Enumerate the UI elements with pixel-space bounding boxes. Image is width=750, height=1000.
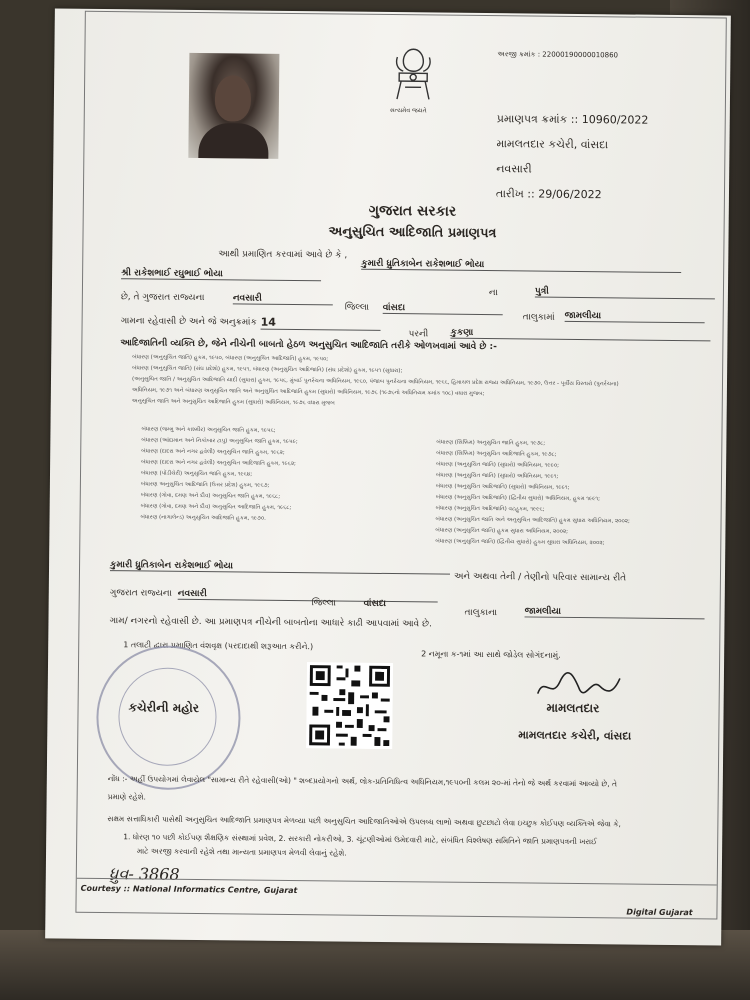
order-line: બંધારણ (અનુસુચિત આદિજાતિ) (સુધારો) અધિનિયમ, ૧૯૯૧; xyxy=(435,483,570,491)
cert-title: અનુસુચિત આદિજાતિ પ્રમાણપત્ર xyxy=(328,224,497,242)
applicant-photo xyxy=(188,53,279,159)
basis-1: 1 તલાટી દ્વારા પ્રમાણિત વંશવૃક્ષ (પરદાદાથી શરૂઆત કરીને.) xyxy=(123,640,314,652)
state-line-2: ગુજરાત રાજ્યના xyxy=(109,588,172,599)
na-text: ના xyxy=(488,288,498,299)
taluka-name: વાંસદા xyxy=(383,303,503,315)
order-line: બંધારણ (અનુસુચિત જાતિ) હુકમ સુધારા અધિનિયમ, ૨૦૦૨; xyxy=(435,527,569,535)
seal-label: કચેરીની મહોર xyxy=(128,700,200,716)
signatory-title: મામલતદાર xyxy=(546,700,600,716)
cert-number-row xyxy=(497,112,649,128)
qr-code-icon xyxy=(306,662,393,749)
photo-body xyxy=(198,123,268,159)
issue-date-row xyxy=(496,187,602,202)
certificate-sheet xyxy=(45,8,731,945)
order-line: બંધારણ (દાદરા અને નગર હવેલી) અનુસુચિત આદિજાતિ હુકમ, ૧૯૬૨; xyxy=(141,459,296,468)
cert-number-label: પ્રમાણપત્ર ક્રમાંક xyxy=(496,112,568,126)
state-district: નવસારી xyxy=(233,293,333,305)
issuing-district: નવસારી xyxy=(496,162,532,176)
tribe-name: કુકણા xyxy=(450,328,710,342)
order-line: બંધારણ (પોંડીચેરી) અનુસુચિત જાતિ હુકમ, ૧૯૬૪; xyxy=(140,470,253,478)
seal-inner-ring xyxy=(118,667,217,766)
order-line: બંધારણ (ગોવા, દમણ અને દીવ) અનુસુચિત જાતિ હુકમ, ૧૯૬૮; xyxy=(140,492,281,500)
line-serial: ગામના રહેવાસી છે અને જે અનુક્રમાંક xyxy=(120,316,257,328)
cert-intro: આથી પ્રમાણિત કરવામાં આવે છે કે , xyxy=(218,249,348,261)
orders-right xyxy=(435,438,630,550)
national-emblem-icon xyxy=(383,43,444,104)
taluka-label: તાલુકામાં xyxy=(522,312,555,323)
order-line: બંધારણ (અનુસુચિત આદિજાતિ) (દ્વિતીય સુધારો) અધિનિયમ, હુકમ ૧૯૯૧; xyxy=(435,494,600,503)
order-line: (અનુસુચિત જાતિ / અનુસુચિત આદિજાતિ યાદી (સુધારા) હુકમ, ૧૯૫૬, મુંબઈ પુનર્રચના અધિનિયમ, ૧૯૬૦, પંજાબ પુનર્રચના અધિનિયમ, ૧૯૬૬, હિમાચલ પ્રદેશ રાજ્ય અધિનિયમ, ૧૯૭૦, ઉત્તર - પૂર્વીય વિસ્તારો (પુનર્રચના) xyxy=(131,376,619,388)
digital-gujarat-text: Digital Gujarat xyxy=(626,907,693,918)
order-line: બંધારણ (નાગાલેન્ડ) અનુસુચિત આદિજાતિ હુકમ, ૧૯૭૦. xyxy=(140,514,266,522)
note-2: પ્રમાણે રહેશે. xyxy=(107,792,146,802)
orders-left xyxy=(141,424,298,525)
family-line: અને અથવા તેની / તેણીનો પરિવાર સામાન્ય રીતે xyxy=(453,571,627,584)
order-line: બંધારણ (જમ્મુ અને કાશ્મીર) અનુસુચિત જાતિ હુકમ, ૧૯૫૬; xyxy=(141,426,276,434)
orders-top xyxy=(132,352,619,412)
order-line: બંધારણ (અનુસુચિત જાતિ) (સંઘ પ્રદેશો) હુકમ, ૧૯૫૧, બંધારણ (અનુસુચિત આદિજાતિ) (સંઘ પ્રદેશો) હુકમ, ૧૯૫૧ (સુધારા); xyxy=(132,365,403,375)
order-line: અધિનિયમ, ૧૯૭૧ અને બંધારણ અનુસુચિત જાતિ અને અનુસુચિત આદિજાતિ હુકમ (સુધારો) અધિનિયમ, ૧૯૭૬ (૧૯૭૬નો અધિનિયમ ક્રમાંક ૧૦૮) વધારા મુજબ; xyxy=(131,387,485,398)
note-5: માટે અરજી કરવાની રહેશે તથા માન્યતા પ્રમાણપત્ર મેળવી લેવાનું રહેશે. xyxy=(137,846,347,858)
note-1: નોંધ :- અહીં ઉપયોગમાં લેવાયેલ "સામાન્ય રીતે રહેવાસી(ઓ) " શબ્દપ્રયોગનો અર્થ, લોક-પ્રતિનિધિત્વ અધિનિયમ,૧૯૫૦ની કલમ ૨૦-માં તેનો જે અર્થ કરવામાં આવ્યો છે, તે xyxy=(107,774,618,789)
order-line: બંધારણ (ગોવા, દમણ અને દીવ) અનુસુચિત આદિજાતિ હુકમ, ૧૯૬૮; xyxy=(140,503,292,511)
handwritten-note: ધ્રુવ- 3868 xyxy=(108,864,180,884)
order-line: અનુસુચિત જાતિ અને અનુસુચિત આદિજાતિ હુકમ (સુધારો) અધિનિયમ, ૧૯૭૬ વધારા મુજબ xyxy=(131,398,335,407)
village-2: જામલીયા xyxy=(525,606,705,619)
relation: પુત્રી xyxy=(535,287,715,300)
taluka-2: વાંસદા xyxy=(363,598,387,609)
emblem-caption: સત્યમેવ જયતે xyxy=(389,106,427,115)
order-line: બંધારણ (આંદામાન અને નિકોબાર ટાપુ) અનુસુચિત જાતિ હુકમ, ૧૯૫૯; xyxy=(141,437,298,446)
basis-2: 2 નમૂના ક-૧માં આ સાથે જોડેલ સોગંદનામું. xyxy=(421,649,561,660)
order-line: બંધારણ (અનુસુચિત આદિજાતિ) વટહુકમ, ૧૯૯૬; xyxy=(435,505,545,513)
signature-icon xyxy=(534,672,624,703)
order-line: બંધારણ (દાદરા અને નગર હવેલી) અનુસુચિત જાતિ હુકમ, ૧૯૬૨; xyxy=(141,448,285,456)
order-line: બંધારણ (અનુસુચિત જાતિ) (દ્વિતીય સુધારો) હુકમ સુધારા અધિનિયમ, ૨૦૦૨; xyxy=(435,538,605,547)
district-2: નવસારી xyxy=(178,589,438,603)
holder-name: કુમારી ધ્રુતિકાબેન રાકેશભાઈ ભોયા xyxy=(361,259,681,273)
serial-number: 14 xyxy=(261,316,381,331)
ack-number: અરજી ક્રમાંક : 22000190000010860 xyxy=(497,50,619,60)
parvi-text: પરની xyxy=(408,329,429,340)
village: જામલીયા xyxy=(565,311,705,323)
issue-date: 29/06/2022 xyxy=(538,187,602,202)
gov-heading: ગુજરાત સરકાર xyxy=(368,202,457,220)
courtesy-text: Courtesy :: National Informatics Centre, Gujarat xyxy=(80,883,298,896)
order-line: બંધારણ (અનુસુચિત જાતિ) (સુધારો) અધિનિયમ, ૧૯૯૧; xyxy=(435,472,559,480)
tribe-statement: આદિજાતિની વ્યક્તિ છે, જેને નીચેની બાબતો હેઠળ અનુસુચિત આદિજાતિ તરીકે ઓળખવામાં આવે છે :- xyxy=(120,338,497,353)
district-label: જિલ્લા xyxy=(344,302,370,313)
order-line: બંધારણ (અનુસુચિત જાતિ) હુકમ, ૧૯૫૦, બંધારણ (અનુસુચિત આદિજાતિ) હુકમ, ૧૯૫૦; xyxy=(132,354,329,363)
father-name: શ્રી રાકેશભાઈ રઘુભાઈ ભોયા xyxy=(121,268,321,281)
office-seal xyxy=(96,645,242,791)
order-line: બંધારણ (અનુસુચિત જાતિ અને અનુસુચિત આદિજાતિ) હુકમ સુધારા અધિનિયમ, ૨૦૦૨; xyxy=(435,516,630,525)
order-line: બંધારણ (સિક્કિમ) અનુસુચિત જાતિ હુકમ, ૧૯૭૮; xyxy=(436,439,546,447)
note-4: 1. ધોરણ ૧૦ પછી કોઈપણ શૈક્ષણિક સંસ્થામાં પ્રવેશ, 2. સરકારી નોકરીઓ, 3. ચૂંટણીઓમાં ઉમેદવારી માટે, સંબંધિત વિશ્લેષણ સમિતિને જાતિ પ્રમાણપત્રની ખરાઈ xyxy=(123,832,598,847)
date-label: તારીખ :: xyxy=(495,187,535,201)
cert-number: :: 10960/2022 xyxy=(570,112,649,127)
signatory-office: મામલતદાર કચેરી, વાંસદા xyxy=(518,728,632,743)
note-3: સક્ષમ સત્તાધિકારી પાસેથી અનુસુચિત આદિજાતિ પ્રમાણપત્ર મેળવ્યા પછી અનુસુચિત આદિજાતિઓએ ઉપલબ્ધ લાભો અથવા છુટછાટો લેવા ઇચ્છુક કોઈપણ વ્યક્તિએ જેવા કે, xyxy=(107,814,621,829)
order-line: બંધારણ (અનુસુચિત જાતિ) (સુધારો) અધિનિયમ, ૧૯૯૦; xyxy=(436,461,560,469)
holder-name-repeat: કુમારી ધ્રુતિકાબેન રાકેશભાઈ ભોયા xyxy=(110,560,450,575)
photo-face xyxy=(215,75,251,121)
taluka-label-2: તાલુકાના xyxy=(464,607,498,619)
issuing-office: મામલતદાર કચેરી, વાંસદા xyxy=(496,137,609,152)
residence-basis-line: ગામ/ નગરનો રહેવાસી છે. આ પ્રમાણપત્ર નીચેની બાબતોના આધારે કાઢી આપવામાં આવે છે. xyxy=(109,616,432,630)
district-label-2: જિલ્લા xyxy=(311,598,336,609)
order-line: બંધારણ અનુસુચિત આદિજાતિ (ઉત્તર પ્રદેશ) હુકમ, ૧૯૬૭; xyxy=(140,481,270,489)
certificate-frame xyxy=(75,11,726,920)
line-state: છે, તે ગુજરાત રાજ્યના xyxy=(120,292,205,304)
order-line: બંધારણ (સિક્કિમ) અનુસુચિત આદિજાતિ હુકમ, ૧૯૭૮; xyxy=(436,450,557,458)
